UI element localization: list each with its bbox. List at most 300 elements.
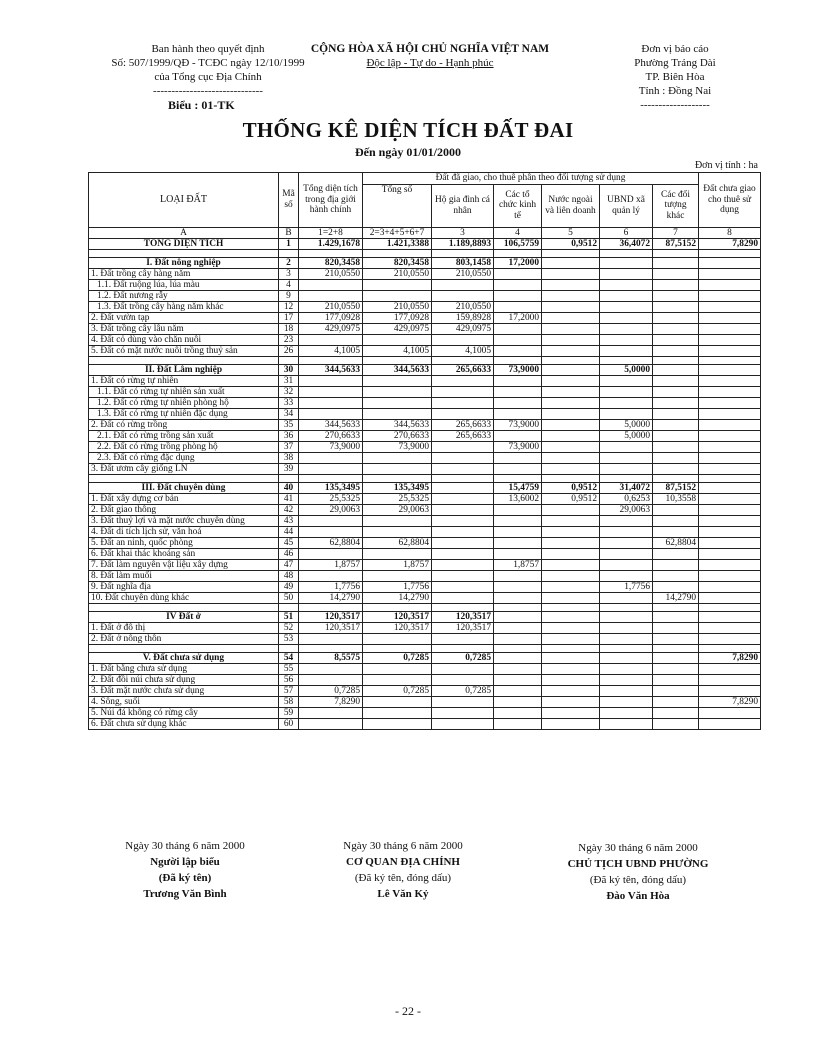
value-cell [600,526,653,537]
value-cell [653,375,699,386]
value-cell [542,707,600,718]
value-cell: 120,3517 [299,611,363,622]
value-cell [653,397,699,408]
spacer-cell [494,356,542,364]
value-cell [432,592,494,603]
land-type-cell: 3. Đất trồng cây lâu năm [89,323,279,334]
national-motto [300,42,560,70]
value-cell [699,633,761,644]
code-cell: 54 [279,652,299,663]
value-cell [432,526,494,537]
land-type-cell: TỔNG DIỆN TÍCH [89,238,279,249]
value-cell [542,268,600,279]
table-row [89,611,761,622]
value-cell [542,548,600,559]
land-statistics-table [88,172,761,730]
value-cell: 36,4072 [600,238,653,249]
signature-role: CHỦ TỊCH UBND PHƯỜNG [567,858,709,870]
value-cell [494,611,542,622]
value-cell: 73,9000 [494,441,542,452]
table-row [89,482,761,493]
value-cell: 31,4072 [600,482,653,493]
value-cell: 429,0975 [363,323,432,334]
value-cell: 0,7285 [299,685,363,696]
code-cell: 38 [279,452,299,463]
value-cell [432,375,494,386]
code-cell: 9 [279,290,299,301]
signature-date: Ngày 30 tháng 6 năm 2000 [125,840,245,852]
value-cell [653,652,699,663]
value-cell: 177,0928 [299,312,363,323]
value-cell [600,622,653,633]
value-cell: 4,1005 [299,345,363,356]
value-cell [699,290,761,301]
value-cell [363,696,432,707]
value-cell: 0,7285 [363,685,432,696]
value-cell: 177,0928 [363,312,432,323]
value-cell [542,419,600,430]
value-cell [542,537,600,548]
value-cell [653,419,699,430]
value-cell [600,452,653,463]
value-cell [699,323,761,334]
value-cell [494,397,542,408]
value-cell [699,345,761,356]
value-cell [542,452,600,463]
code-cell: 44 [279,526,299,537]
value-cell [542,652,600,663]
value-cell: 0,7285 [432,652,494,663]
value-cell [699,526,761,537]
value-cell [699,397,761,408]
value-cell [699,548,761,559]
value-cell [600,718,653,729]
value-cell: 1.189,8893 [432,238,494,249]
value-cell: 820,3458 [299,257,363,268]
value-cell [600,663,653,674]
value-cell [542,592,600,603]
signature-ward-chairman [548,840,728,904]
table-row [89,312,761,323]
value-cell [363,375,432,386]
value-cell [542,441,600,452]
value-cell [653,323,699,334]
spacer-cell [279,474,299,482]
value-cell: 7,8290 [699,238,761,249]
value-cell [494,386,542,397]
value-cell [542,364,600,375]
value-cell: 5,0000 [600,364,653,375]
value-cell: 7,8290 [299,696,363,707]
land-type-cell: 2. Đất giao thông [89,504,279,515]
value-cell [363,386,432,397]
unit-of-measure: Đơn vị tính : ha [694,160,758,171]
value-cell: 1.429,1678 [299,238,363,249]
code-cell: 17 [279,312,299,323]
land-type-cell: 5. Đất có mặt nước nuôi trồng thuỷ sản [89,345,279,356]
value-cell [542,301,600,312]
value-cell [299,408,363,419]
value-cell: 87,5152 [653,482,699,493]
value-cell: 120,3517 [432,622,494,633]
value-cell [699,452,761,463]
land-type-cell: 4. Đất di tích lịch sử, văn hoá [89,526,279,537]
unit-line: Phường Trảng Dài [634,57,716,69]
column-index-cell: 8 [699,227,761,238]
value-cell [432,674,494,685]
value-cell: 0,7285 [363,652,432,663]
value-cell [653,345,699,356]
value-cell [299,633,363,644]
land-type-cell: 6. Đất chưa sử dụng khác [89,718,279,729]
value-cell: 7,8290 [699,652,761,663]
value-cell [699,493,761,504]
spacer-cell [89,474,279,482]
value-cell: 344,5633 [363,364,432,375]
value-cell [699,515,761,526]
value-cell [699,386,761,397]
spacer-cell [699,356,761,364]
code-cell: 39 [279,463,299,474]
value-cell [494,515,542,526]
value-cell [542,674,600,685]
value-cell [432,696,494,707]
code-cell: 4 [279,279,299,290]
value-cell [542,290,600,301]
land-type-cell: 3. Đất thuỷ lợi và mặt nước chuyên dùng [89,515,279,526]
value-cell: 25,5325 [299,493,363,504]
value-cell [600,611,653,622]
table-row [89,674,761,685]
value-cell [432,482,494,493]
value-cell [699,463,761,474]
value-cell [542,570,600,581]
value-cell [542,581,600,592]
code-cell: 40 [279,482,299,493]
spacer-row [89,249,761,257]
land-type-cell: 2.1. Đất có rừng trồng sản xuất [89,430,279,441]
code-cell: 34 [279,408,299,419]
value-cell: 1,8757 [363,559,432,570]
land-type-cell: 1.3. Đất có rừng tự nhiên đặc dụng [89,408,279,419]
land-type-cell: 2.3. Đất có rừng đặc dụng [89,452,279,463]
value-cell [432,581,494,592]
value-cell [299,718,363,729]
signature-cadastral-office [318,838,488,902]
value-cell: 803,1458 [432,257,494,268]
value-cell: 106,5759 [494,238,542,249]
value-cell [600,707,653,718]
code-cell: 1 [279,238,299,249]
spacer-cell [299,356,363,364]
signature-role: Người lập biểu [150,856,220,868]
value-cell [600,257,653,268]
value-cell [542,633,600,644]
value-cell [699,674,761,685]
code-cell: 41 [279,493,299,504]
value-cell [542,279,600,290]
value-cell [432,452,494,463]
value-cell [600,334,653,345]
value-cell: 62,8804 [363,537,432,548]
code-cell: 31 [279,375,299,386]
value-cell: 135,3495 [363,482,432,493]
land-type-cell: 2.2. Đất có rừng trồng phòng hộ [89,441,279,452]
value-cell [600,592,653,603]
value-cell [699,581,761,592]
code-cell: 45 [279,537,299,548]
value-cell [699,663,761,674]
code-cell: 26 [279,345,299,356]
unit-line: Tỉnh : Đồng Nai [638,85,712,97]
value-cell [542,663,600,674]
value-cell [432,633,494,644]
value-cell: 210,0550 [432,301,494,312]
land-type-cell: III. Đất chuyên dùng [89,482,279,493]
spacer-cell [542,603,600,611]
spacer-cell [299,644,363,652]
value-cell [299,515,363,526]
value-cell [299,452,363,463]
value-cell [653,301,699,312]
value-cell [494,375,542,386]
value-cell [494,633,542,644]
value-cell [542,463,600,474]
column-index-row [89,227,761,238]
value-cell [432,463,494,474]
spacer-cell [363,474,432,482]
land-type-cell: 6. Đất khai thác khoáng sản [89,548,279,559]
value-cell [494,452,542,463]
value-cell: 1,8757 [299,559,363,570]
spacer-cell [653,644,699,652]
value-cell [699,504,761,515]
value-cell: 13,6002 [494,493,542,504]
code-cell: 57 [279,685,299,696]
spacer-cell [542,644,600,652]
table-row [89,493,761,504]
value-cell [600,301,653,312]
code-cell: 32 [279,386,299,397]
column-index-cell: 2=3+4+5+6+7 [363,227,432,238]
value-cell [600,696,653,707]
land-type-cell: 2. Đất ở nông thôn [89,633,279,644]
table-row [89,441,761,452]
value-cell: 0,9512 [542,493,600,504]
value-cell [542,622,600,633]
land-type-cell: 8. Đất làm muối [89,570,279,581]
value-cell: 1,7756 [600,581,653,592]
value-cell [363,452,432,463]
spacer-row [89,603,761,611]
spacer-cell [542,474,600,482]
value-cell [299,463,363,474]
code-cell: 46 [279,548,299,559]
value-cell [299,663,363,674]
value-cell [653,548,699,559]
value-cell [494,279,542,290]
value-cell [600,559,653,570]
value-cell [542,323,600,334]
value-cell: 210,0550 [299,268,363,279]
spacer-cell [542,356,600,364]
land-type-cell: 5. Núi đá không có rừng cây [89,707,279,718]
value-cell [699,482,761,493]
value-cell [494,592,542,603]
value-cell [432,504,494,515]
value-cell [699,364,761,375]
value-cell [653,633,699,644]
land-type-cell: 1.2. Đất có rừng tự nhiên phòng hộ [89,397,279,408]
value-cell [542,515,600,526]
value-cell [653,504,699,515]
value-cell [653,663,699,674]
value-cell [363,633,432,644]
code-cell: 35 [279,419,299,430]
value-cell [653,674,699,685]
code-cell: 55 [279,663,299,674]
land-type-cell: 1.1. Đất ruộng lúa, lúa màu [89,279,279,290]
value-cell [542,345,600,356]
issuing-line: của Tổng cục Địa Chính [154,71,262,83]
signature-preparer [100,838,270,902]
value-cell [699,718,761,729]
value-cell [494,504,542,515]
value-cell [363,279,432,290]
value-cell [653,622,699,633]
value-cell [363,397,432,408]
value-cell: 1,8757 [494,559,542,570]
value-cell [653,559,699,570]
value-cell: 1,7756 [363,581,432,592]
column-index-cell: A [89,227,279,238]
code-cell: 43 [279,515,299,526]
code-cell: 12 [279,301,299,312]
value-cell: 265,6633 [432,430,494,441]
value-cell: 62,8804 [653,537,699,548]
value-cell: 344,5633 [363,419,432,430]
value-cell [699,559,761,570]
table-row [89,430,761,441]
value-cell [363,674,432,685]
value-cell [494,408,542,419]
col-header-allocated-group: Đất đã giao, cho thuê phân theo đối tượng sử dụng [363,173,699,185]
value-cell: 5,0000 [600,419,653,430]
code-cell: 30 [279,364,299,375]
value-cell [653,611,699,622]
table-row [89,718,761,729]
value-cell: 73,9000 [363,441,432,452]
motto: Độc lập - Tự do - Hạnh phúc [366,57,494,69]
spacer-cell [600,644,653,652]
issuing-line: Ban hành theo quyết định [151,43,265,55]
table-row [89,334,761,345]
table-row [89,397,761,408]
spacer-cell [432,474,494,482]
value-cell [542,386,600,397]
value-cell: 159,8928 [432,312,494,323]
land-type-cell: 3. Đất ươm cây giống LN [89,463,279,474]
value-cell [653,463,699,474]
table-row [89,323,761,334]
issuing-decision [88,42,328,98]
value-cell [363,526,432,537]
table-row [89,696,761,707]
value-cell [600,463,653,474]
value-cell: 0,9512 [542,238,600,249]
value-cell [494,652,542,663]
value-cell [299,548,363,559]
value-cell: 4,1005 [363,345,432,356]
col-header-other-users: Các đối tượng khác [653,184,699,227]
value-cell [432,441,494,452]
signature-note: (Đã ký tên) [158,872,212,884]
land-type-cell: 9. Đất nghĩa địa [89,581,279,592]
spacer-cell [653,603,699,611]
value-cell [653,441,699,452]
value-cell [699,301,761,312]
land-type-cell: 1. Đất ở đô thị [89,622,279,633]
spacer-cell [600,474,653,482]
value-cell [653,581,699,592]
spacer-cell [363,603,432,611]
code-cell: 18 [279,323,299,334]
value-cell [542,430,600,441]
value-cell [699,592,761,603]
value-cell [600,397,653,408]
country-name: CỘNG HÒA XÃ HỘI CHỦ NGHĨA VIỆT NAM [310,43,550,55]
table-row [89,301,761,312]
value-cell: 265,6633 [432,364,494,375]
value-cell [542,397,600,408]
spacer-cell [363,356,432,364]
value-cell [653,570,699,581]
form-code: Biểu : 01-TK [168,98,235,112]
value-cell [653,290,699,301]
value-cell [600,674,653,685]
document-subtitle: Đến ngày 01/01/2000 [354,145,461,159]
code-cell: 37 [279,441,299,452]
value-cell [494,323,542,334]
value-cell [653,257,699,268]
col-header-commune-ppc: UBND xã quản lý [600,184,653,227]
value-cell [432,515,494,526]
value-cell [494,526,542,537]
value-cell [299,279,363,290]
land-type-cell: IV Đất ở [89,611,279,622]
value-cell [600,345,653,356]
land-type-cell: 7. Đất làm nguyên vật liệu xây dựng [89,559,279,570]
col-header-code: Mã số [279,173,299,228]
table-row [89,463,761,474]
value-cell: 14,2790 [653,592,699,603]
table-row [89,515,761,526]
value-cell [600,652,653,663]
spacer-cell [653,249,699,257]
value-cell [299,707,363,718]
spacer-cell [279,603,299,611]
value-cell [363,663,432,674]
value-cell [600,515,653,526]
value-cell [363,334,432,345]
value-cell [600,408,653,419]
value-cell [494,334,542,345]
land-type-cell: 1. Đất có rừng tự nhiên [89,375,279,386]
spacer-cell [299,249,363,257]
code-cell: 47 [279,559,299,570]
value-cell: 270,6633 [363,430,432,441]
value-cell [432,397,494,408]
